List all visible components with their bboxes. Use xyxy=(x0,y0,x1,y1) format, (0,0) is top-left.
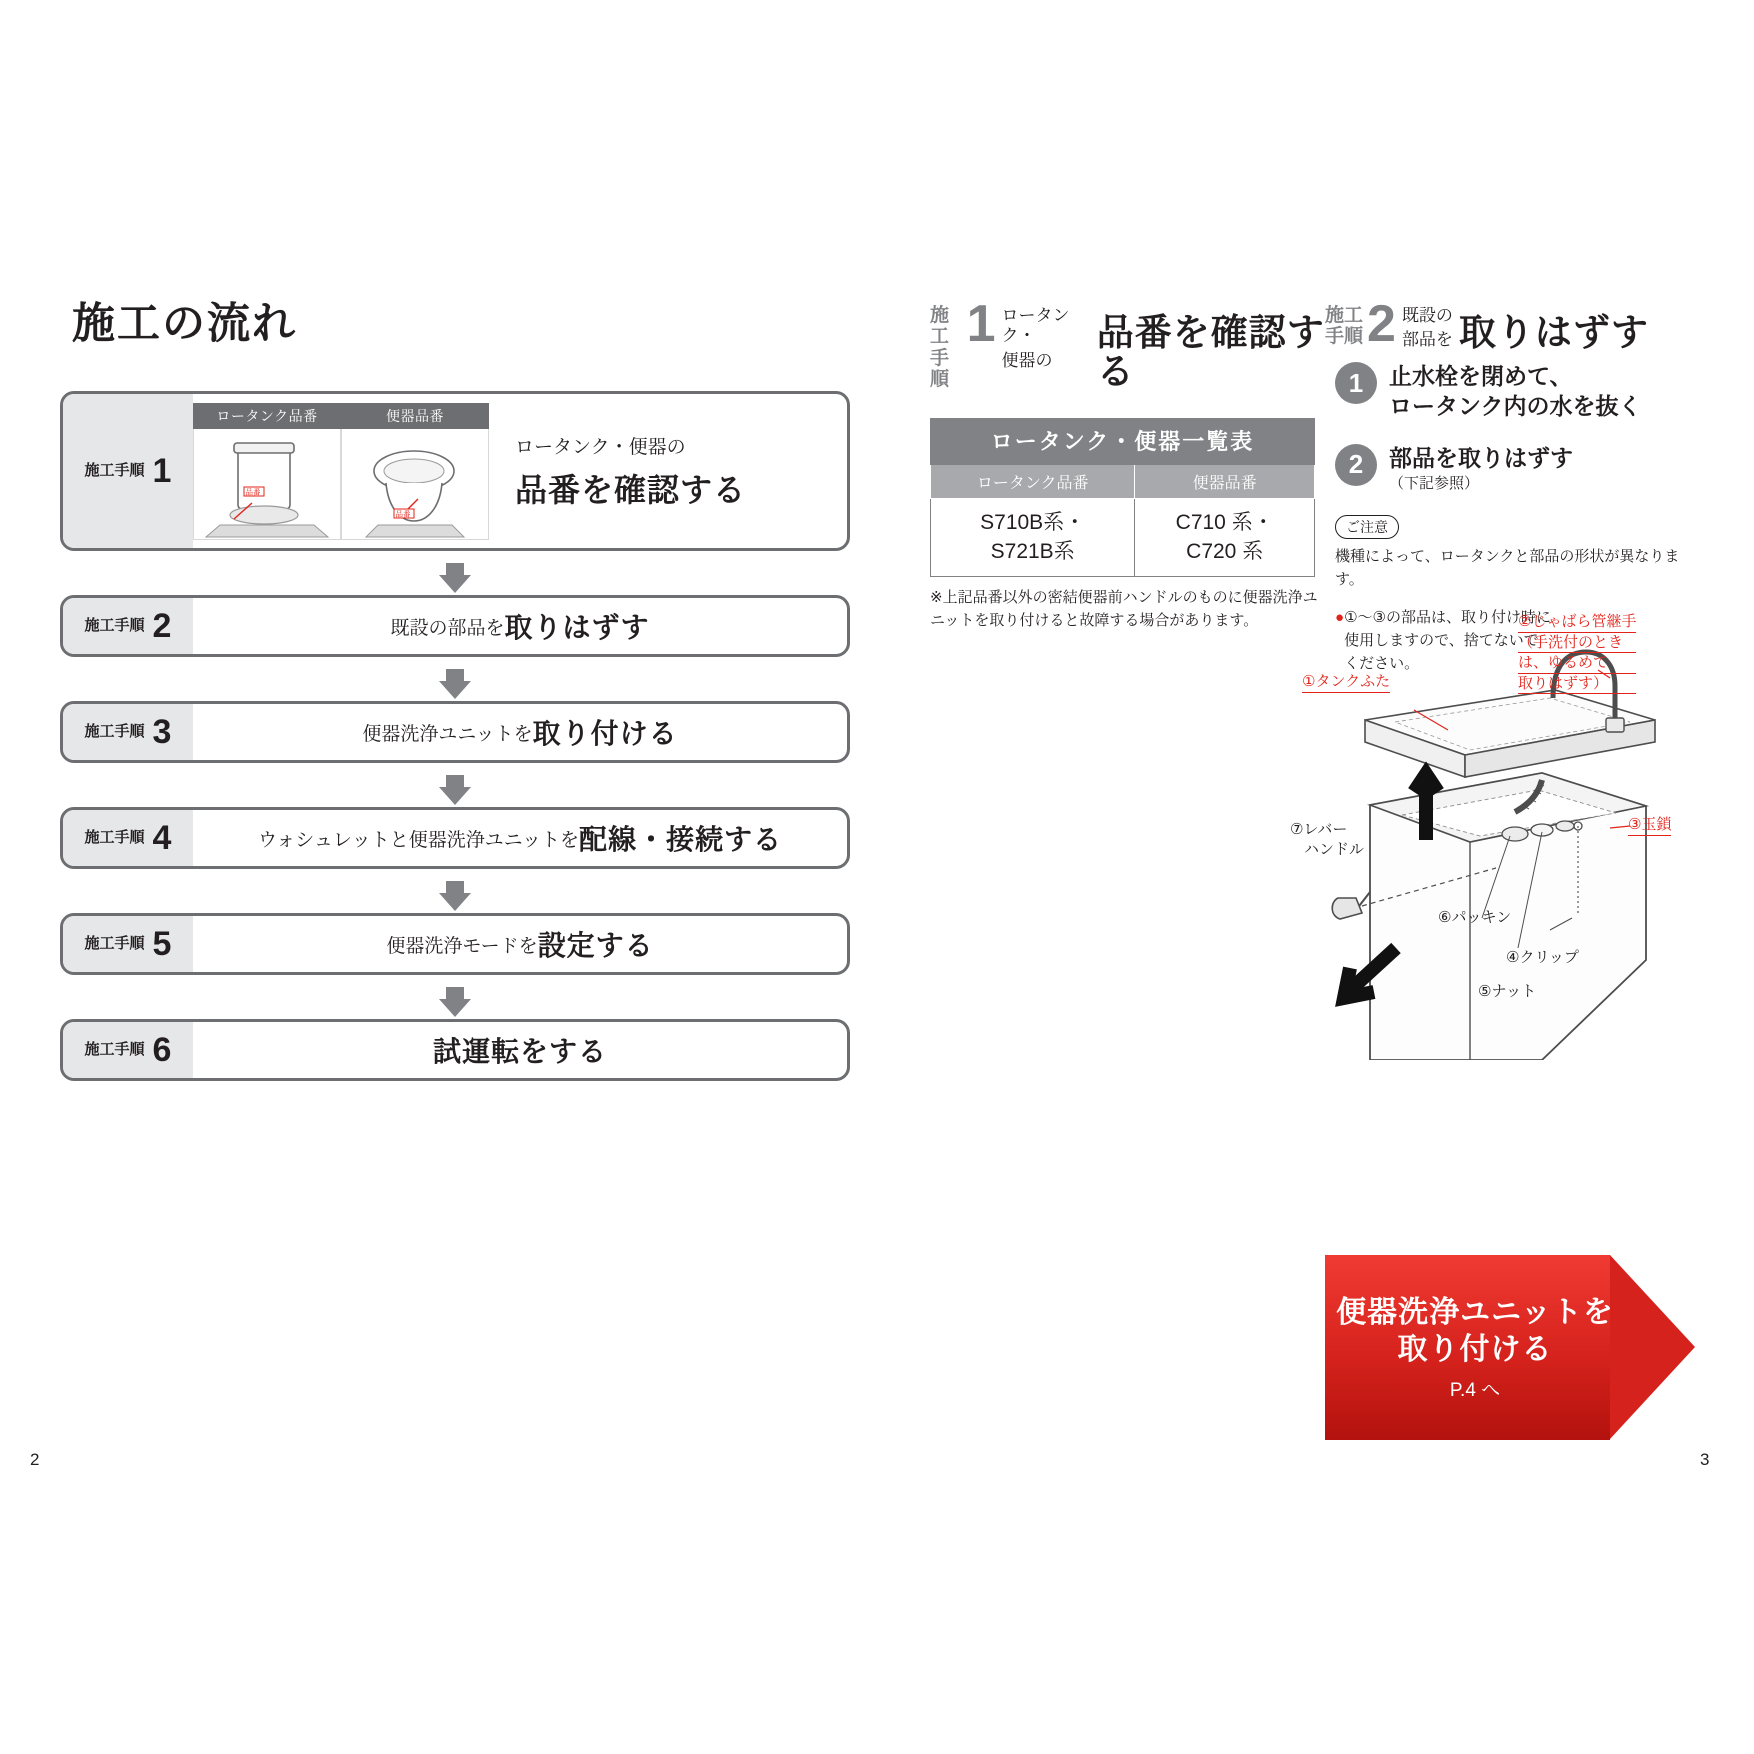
list-item xyxy=(1335,362,1690,422)
flow-step-1-text xyxy=(515,432,746,511)
flow-step-1-number: 1 xyxy=(152,452,172,490)
flow-step-5-tag xyxy=(63,916,193,972)
flow-step-1-images xyxy=(193,403,489,540)
caution-pill: ご注意 xyxy=(1335,515,1399,539)
flow-step-6 xyxy=(60,1019,850,1081)
toilet-image-caption: 便器品番 xyxy=(341,403,489,429)
label-hose-joint: ②じゃばら管継手 （手洗付のとき は、ゆるめて 取りはずす） xyxy=(1518,612,1636,694)
model-table-title: ロータンク・便器一覧表 xyxy=(931,418,1315,465)
caution-bullet-line3: ください。 xyxy=(1344,655,1420,673)
left-page-column xyxy=(60,290,850,1099)
model-table-note: ※上記品番以外の密結便器前ハンドルのものに便器洗浄ユニットを取り付けると故障する場合があります。 xyxy=(930,589,1318,629)
banner-text xyxy=(1325,1255,1625,1440)
page-number-left: 2 xyxy=(30,1450,40,1469)
header-step-2-number: 2 xyxy=(1367,295,1396,353)
header-step-1-big: 品番を確認する xyxy=(1096,312,1325,392)
table-row xyxy=(931,499,1315,577)
flow-step-1 xyxy=(60,391,850,551)
removal-step-2-text xyxy=(1389,444,1573,493)
right-page-column xyxy=(930,295,1690,1000)
header-step-1-small-1: ロータンク・ xyxy=(1001,306,1070,346)
model-table-header-toilet: 便器品番 xyxy=(1135,465,1315,499)
header-step-2-small-2: 部品を xyxy=(1401,330,1453,350)
list-item xyxy=(1335,444,1690,493)
model-table xyxy=(930,418,1315,577)
removal-step-2-sub: （下記参照） xyxy=(1389,474,1480,492)
svg-text:品番: 品番 xyxy=(245,487,261,496)
flow-step-4-big-text: 配線・接続する xyxy=(578,824,782,855)
flow-step-1-tag-kanji: 施工手順 xyxy=(84,462,145,480)
caution-line-1: 機種によって、ロータンクと部品の形状が異なります。 xyxy=(1335,548,1680,589)
flow-arrow-2 xyxy=(60,669,850,699)
header-step-1-number: 1 xyxy=(966,295,996,353)
flow-step-5-small-text: 便器洗浄モードを xyxy=(386,935,538,957)
svg-text:品番: 品番 xyxy=(395,509,411,518)
header-step-2-kanji: 施工 手順 xyxy=(1325,305,1364,348)
model-table-cell-toilet xyxy=(1135,499,1315,577)
flow-step-3-big-text: 取り付ける xyxy=(532,718,678,749)
label-tank-lid: ①タンクふた xyxy=(1302,672,1390,693)
removal-step-1-line1: 止水栓を閉めて、 xyxy=(1389,363,1573,389)
flow-step-2-tag xyxy=(63,598,193,654)
header-step-1-kanji: 施工 手順 xyxy=(930,305,950,390)
next-step-banner[interactable] xyxy=(1325,1255,1695,1440)
removal-step-1-number: 1 xyxy=(1335,362,1377,404)
banner-line-1: 便器洗浄ユニットを xyxy=(1336,1295,1614,1329)
flow-step-6-number: 6 xyxy=(152,1031,172,1069)
header-step-2 xyxy=(1325,295,1649,353)
flow-step-6-big-text: 試運転をする xyxy=(432,1036,607,1067)
banner-page-ref: P.4 へ xyxy=(1449,1379,1501,1401)
removal-step-2-number: 2 xyxy=(1335,444,1377,486)
flow-step-1-big-text: 品番を確認する xyxy=(515,471,747,508)
header-step-2-small-1: 既設の xyxy=(1401,306,1453,325)
header-step-1-small-2: 便器の xyxy=(1001,350,1053,370)
toilet-model-image-card xyxy=(341,403,489,540)
flow-step-1-small-text: ロータンク・便器の xyxy=(515,436,686,458)
flow-step-1-tag xyxy=(63,394,193,548)
flow-step-2-small-text: 既設の部品を xyxy=(390,617,505,639)
removal-steps xyxy=(1335,362,1690,675)
toilet-illustration xyxy=(341,429,489,540)
removal-step-1-line2: ロータンク内の水を抜く xyxy=(1389,392,1642,419)
flow-step-5 xyxy=(60,913,850,975)
flow-step-5-tag-kanji: 施工手順 xyxy=(84,935,145,953)
flow-step-3 xyxy=(60,701,850,763)
model-cell-toilet-line2: C720 系 xyxy=(1186,539,1264,563)
flow-step-5-number: 5 xyxy=(152,925,172,963)
lowtank-image-caption: ロータンク品番 xyxy=(193,403,341,429)
model-table-cell-lowtank xyxy=(931,499,1135,577)
flow-step-3-small-text: 便器洗浄ユニットを xyxy=(362,723,533,745)
header-step-2-big: 取りはずす xyxy=(1458,312,1649,353)
model-cell-toilet-line1: C710 系・ xyxy=(1175,511,1274,535)
header-step-1 xyxy=(930,295,1325,392)
model-cell-lowtank-line2: S721B系 xyxy=(990,539,1075,563)
flow-step-3-number: 3 xyxy=(152,713,172,751)
flow-step-2-number: 2 xyxy=(152,607,172,645)
flow-step-2 xyxy=(60,595,850,657)
model-table-header-lowtank: ロータンク品番 xyxy=(931,465,1135,499)
label-lever-handle: ⑦レバー ハンドル xyxy=(1290,821,1365,858)
model-cell-lowtank-line1: S710B系・ xyxy=(980,511,1086,535)
flow-arrow-1 xyxy=(60,563,850,593)
lowtank-model-image-card xyxy=(193,403,341,540)
lowtank-svg xyxy=(194,433,340,539)
flow-step-5-big-text: 設定する xyxy=(537,930,654,961)
flow-step-4-tag xyxy=(63,810,193,866)
label-nut: ⑤ナット xyxy=(1478,983,1537,1000)
label-packing: ⑥パッキン xyxy=(1438,909,1512,926)
label-chain: ③玉鎖 xyxy=(1628,815,1671,836)
caution-bullet-icon: ● xyxy=(1335,608,1345,626)
flow-step-2-tag-kanji: 施工手順 xyxy=(84,617,145,635)
flow-step-6-tag xyxy=(63,1022,193,1078)
flow-step-4-tag-kanji: 施工手順 xyxy=(84,829,145,847)
banner-line-2: 取り付ける xyxy=(1397,1333,1553,1366)
removal-step-1-text xyxy=(1389,362,1642,422)
flow-arrow-4 xyxy=(60,881,850,911)
flow-arrow-3 xyxy=(60,775,850,805)
lowtank-illustration xyxy=(193,429,341,540)
flow-step-4-number: 4 xyxy=(152,819,172,857)
removal-step-2-line1: 部品を取りはずす xyxy=(1389,444,1573,471)
flow-step-2-big-text: 取りはずす xyxy=(504,612,650,643)
toilet-svg xyxy=(342,433,488,539)
label-clip: ④クリップ xyxy=(1506,949,1579,966)
page-title: 施工の流れ xyxy=(72,300,297,348)
caution-bullet-line1: ①〜③の部品は、取り付け時に xyxy=(1344,608,1551,626)
flow-step-3-tag-kanji: 施工手順 xyxy=(84,723,145,741)
flow-step-4 xyxy=(60,807,850,869)
flow-step-6-tag-kanji: 施工手順 xyxy=(84,1041,145,1059)
flow-step-3-tag xyxy=(63,704,193,760)
flow-step-4-small-text: ウォシュレットと便器洗浄ユニットを xyxy=(258,829,579,851)
flow-arrow-5 xyxy=(60,987,850,1017)
page-number-right: 3 xyxy=(1700,1450,1710,1469)
caution-bullet-line2: 使用しますので、捨てないで xyxy=(1344,631,1539,649)
